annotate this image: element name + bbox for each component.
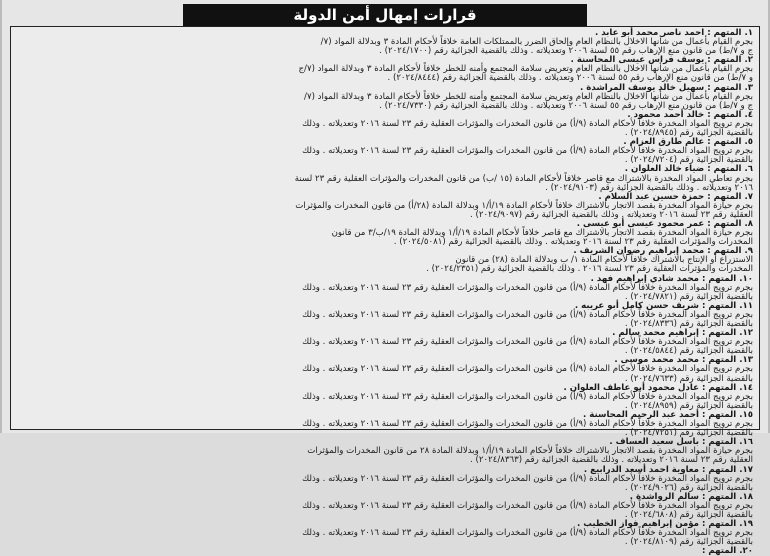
page-title: قرارات إمهال أمن الدولة — [183, 4, 587, 26]
charge-text-line: بجرم تعاطي المواد المخدرة بالاشتراك مع قاصر خلافاً لأحكام المادة (١٥ /ب) من قانون المخدرات والمؤثرات العقلية رقم ٢٣ لسنة — [294, 173, 753, 184]
charge-text-line: بجرم ترويج المواد المخدرة خلافاً لأحكام المادة (٩/أ) من قانون المخدرات والمؤثرات العقلية رقم ٢٣ لسنة ٢٠١٦ وتعديلاته . وذلك — [302, 364, 753, 375]
charge-text-line: بجرم ترويج المواد المخدرة خلافاً لأحكام المادة (٩/أ) من قانون المخدرات والمؤثرات العقلية رقم ٢٣ لسنة ٢٠١٦ وتعديلاته . وذلك — [302, 146, 753, 157]
charge-text-line: بجرم ترويج المواد المخدرة خلافاً لأحكام المادة (٩/أ) من قانون المخدرات والمؤثرات العقلية رقم ٢٣ لسنة ٢٠١٦ وتعديلاته . وذلك — [302, 391, 753, 402]
charge-text-line: بجرم حيازة المواد المخدرة بقصد الاتجار بالاشتراك مع قاصر خلافاً لأحكام المادة ١٩/أ/١ وبدلالة المادة ١٩/ب/٣ من قانون — [331, 228, 753, 239]
defendant-heading-line: ١٢. المتهم : إبراهيم محمد سالم . — [612, 328, 753, 339]
defendant-heading-line: ١٤. المتهم : عادل محمود أبو عاطف العلوان . — [563, 382, 753, 393]
charge-text-line: بجرم ترويج المواد المخدرة خلافاً لأحكام المادة (٩/أ) من قانون المخدرات والمؤثرات العقلية رقم ٢٣ لسنة ٢٠١٦ وتعديلاته . وذلك — [302, 118, 753, 129]
charge-text-line: المخدرات والمؤثرات العقلية رقم ٢٣ لسنة ٢٠١٦ وتعديلاته . وذلك بالقضية الجزائية رقم (٢٠٢٤/٥٠٨١) . — [393, 237, 753, 248]
defendant-heading-line: ٣. المتهم : سهيل خالد يوسف المراشدة . — [580, 82, 753, 93]
charge-text-line: بجرم ترويج المواد المخدرة خلافاً لأحكام المادة (٩/أ) من قانون المخدرات والمؤثرات العقلية رقم ٢٣ لسنة ٢٠١٦ وتعديلاته . وذلك — [302, 419, 753, 430]
charge-text-line: ج و ٧/ط) من قانون منع الإرهاب رقم ٥٥ لسنة ٢٠٠٦ وتعديلاته . وذلك بالقضية الجزائية رقم (٢٠٢٤/١٧٠٠) . — [379, 46, 753, 57]
charge-text-line: و ٧/ط) من قانون منع الإرهاب رقم ٥٥ لسنة ٢٠٠٦ وتعديلاته . وذلك بالقضية الجزائية رقم (٢٠٢٤/٨٤٤٤) . — [387, 73, 753, 84]
charge-text-line: بالقضية الجزائية رقم (٢٠٢٤/٧٢٥١) . — [624, 428, 753, 439]
defendant-heading-line: ٥. المتهم : عالم طارق العزام . — [623, 137, 753, 148]
defendant-heading-line: ٩. المتهم : محمد إبراهيم رضوان الشريف . — [573, 246, 753, 257]
charge-text-line: بالقضية الجزائية رقم (٢٠٢٤/٨٩٥٩) . — [624, 400, 753, 411]
defendant-heading-line: ٧. المتهم : حمزة حسين عبد السلام . — [598, 191, 753, 202]
charge-text-line: الاستزراع أو الإنتاج بالاشتراك خلافاً لأحكام المادة ١/ ب وبدلالة المادة (٢٨) من قانون — [455, 255, 753, 266]
charge-text-line: بالقضية الجزائية رقم (٢٠٢٤/٧٦٣٣) . — [624, 373, 753, 384]
defendant-heading-line: ١٠. المتهم : محمد شادي إبراهيم فهد . — [590, 273, 753, 284]
defendant-heading-line: ١٣. المتهم : محمد محمد موسى . — [614, 355, 753, 366]
defendant-heading-line: ٤. المتهم : خالد أحمد محمود . — [627, 109, 753, 120]
charge-text-line: بالقضية الجزائية رقم (٢٠٢٤/٨١٠٩) . — [624, 537, 753, 548]
charge-text-line: المخدرات والمؤثرات العقلية رقم ٢٣ لسنة ٢٠١٦ . وذلك بالقضية الجزائية رقم (٢٠٢٤/٢٣٥١) . — [426, 264, 753, 275]
charge-text-line: بجرم ترويج المواد المخدرة خلافاً لأحكام المادة (٩/أ) من قانون المخدرات والمؤثرات العقلية رقم ٢٣ لسنة ٢٠١٦ وتعديلاته . وذلك — [302, 500, 753, 511]
defendant-heading-line: ١٦. المتهم : باسل سعيد العساف . — [609, 437, 753, 448]
defendant-heading-line: ٦. المتهم : ضياء خالد العلوان . — [624, 164, 753, 175]
defendant-heading-line: ١٨. المتهم : سالم الرواشدة . — [629, 491, 753, 502]
charge-text-line: ٢٠١٦ وتعديلاته . وذلك بالقضية الجزائية رقم (٢٠٢٤/٩١٠٣) . — [545, 182, 753, 193]
charge-text-line: بالقضية الجزائية رقم (٢٠٢٤/٨٣٣٦) . — [624, 319, 753, 329]
charge-text-line: بجرم ترويج المواد المخدرة خلافاً لأحكام المادة (٩/أ) من قانون المخدرات والمؤثرات العقلية رقم ٢٣ لسنة ٢٠١٦ وتعديلاته . وذلك — [302, 528, 753, 539]
charge-text-line: بجرم ترويج المواد المخدرة خلافاً لأحكام المادة (٩/أ) من قانون المخدرات والمؤثرات العقلية رقم ٢٣ لسنة ٢٠١٦ وتعديلاته . وذلك — [302, 309, 753, 320]
charge-text-line: بالقضية الجزائية رقم (٢٠٢٤/٧٢٠٤) . — [624, 155, 753, 166]
defendant-heading-line: ٨. المتهم : عمر محمود عيسى أبو عيسى . — [576, 218, 753, 229]
defendant-heading-line: ١٩. المتهم : مؤمن إبراهيم فواز الخطيب . — [577, 519, 753, 530]
defendant-heading-line: ١١. المتهم : شريف حسن كامل أبو عريبه . — [574, 300, 753, 311]
defendant-heading-line: ١٥. المتهم : أحمد عبد الرحيم المحاسنة . — [583, 409, 753, 420]
charge-text-line: بالقضية الجزائية رقم (٢٠٢٤/٩٠٢٦) . — [624, 482, 753, 493]
charge-text-line: بالقضية الجزائية رقم (٢٠٢٤/٨٩٤٥) . — [624, 128, 753, 139]
charge-text-line: العقلية رقم ٢٣ لسنة ٢٠١٦ وتعديلاته . وذلك بالقضية الجزائية رقم (٢٠٢٤/٨٣٦٣) . — [470, 455, 753, 466]
charge-text-line: بجرم حيازة المواد المخدرة بقصد الاتجار بالاشتراك خلافاً لأحكام المادة ١٩/أ/١ وبدلالة المادة ٢٨ من قانون المخدرات والمؤثرات — [307, 446, 753, 457]
decisions-frame — [10, 26, 760, 556]
charge-text-line: بالقضية الجزائية رقم (٢٠٢٤/٦٨٠٨) . — [624, 509, 753, 520]
charge-text-line: بجرم القيام بأعمال من شأنها الاخلال بالنظام العام وتعريض سلامة المجتمع وأمنه للخطر خلافاً لأحكام المادة ٣ وبدلالة المواد (٧/ — [304, 91, 753, 102]
defendant-heading-line: ٢٠. المتهم : — [701, 546, 753, 556]
page-edge-left — [0, 0, 2, 433]
charge-text-line: بجرم القيام بأعمال من شأنها الاخلال بالنظام العام وإلحاق الضرر بالممتلكات العامة خلافاً لأحكام المادة ٣ وبدلالة المواد (٧/ — [320, 37, 753, 48]
charge-text-line: بالقضية الجزائية رقم (٢٠٢٤/٧٨٢١) . — [624, 291, 753, 302]
defendant-heading-line: ١. المتهم : احمد ناصر محمد أبو عابد . — [594, 28, 753, 38]
charge-text-line: ج و ٧/ط) من قانون منع الإرهاب رقم ٥٥ لسنة ٢٠٠٦ وتعديلاته . وذلك بالقضية الجزائية رقم (٢٠٢٤/٧٣٣٠) . — [379, 100, 753, 111]
charge-text-line: بجرم ترويج المواد المخدرة خلافاً لأحكام المادة (٩/أ) من قانون المخدرات والمؤثرات العقلية رقم ٢٣ لسنة ٢٠١٦ وتعديلاته . وذلك — [302, 473, 753, 484]
charge-text-line: بجرم القيام بأعمال من شأنها الاخلال بالنظام العام وتعريض سلامة المجتمع وأمنه للخطر خلافاً لأحكام المادة ٣ وبدلالة المواد (٧/ج — [298, 64, 753, 75]
charge-text-line: العقلية رقم ٢٣ لسنة ٢٠١٦ وتعديلاته . وذلك بالقضية الجزائية رقم (٢٠٢٤/٩٠٩٧) . — [470, 209, 753, 220]
charge-text-line: بجرم ترويج المواد المخدرة خلافاً لأحكام المادة (٩/أ) من قانون المخدرات والمؤثرات العقلية رقم ٢٣ لسنة ٢٠١٦ وتعديلاته . وذلك — [302, 337, 753, 348]
charge-text-line: بالقضية الجزائية رقم (٢٠٢٤/٥٨٤٤) . — [624, 346, 753, 357]
defendant-heading-line: ١٧. المتهم : معاوية احمد أسعد الدرابيع . — [583, 464, 753, 475]
charge-text-line: بجرم حيازة المواد المخدرة بقصد الاتجار بالاشتراك خلافاً لأحكام المادة ١٩/أ/١ وبدلالة المادة (٢٨/أ) من قانون المخدرات والمؤثرات — [295, 200, 753, 211]
defendant-heading-line: ٢. المتهم : يوسف فراس عيسى المحاسنة . — [570, 55, 753, 66]
charge-text-line: بجرم ترويج المواد المخدرة خلافاً لأحكام المادة (٩/أ) من قانون المخدرات والمؤثرات العقلية رقم ٢٣ لسنة ٢٠١٦ وتعديلاته . وذلك — [302, 282, 753, 293]
decisions-body — [15, 29, 753, 556]
